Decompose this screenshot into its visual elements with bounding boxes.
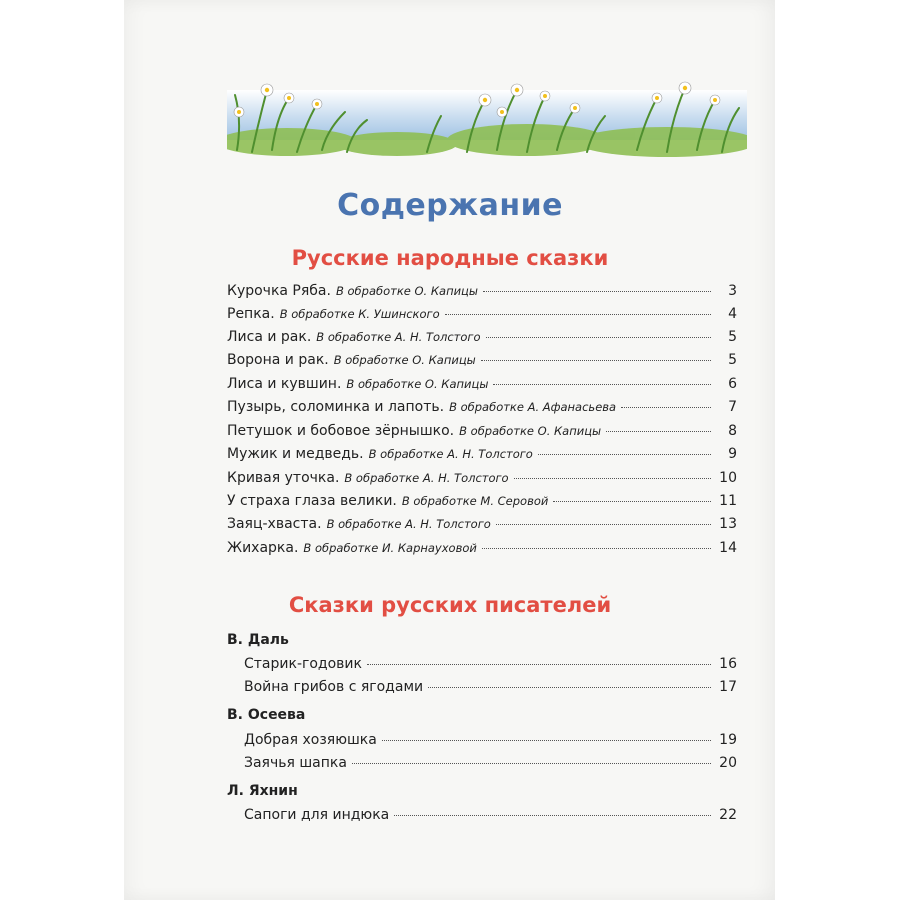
toc-entry[interactable] [244, 732, 737, 754]
entry-title: Петушок и бобовое зёрнышко. [227, 423, 455, 439]
entry-credit: В обработке К. Ушинского [279, 307, 440, 321]
toc-entry[interactable] [227, 423, 737, 445]
toc-entry[interactable] [244, 679, 737, 701]
entry-page-number: 7 [728, 399, 737, 415]
entry-title: У страха глаза велики. [227, 493, 397, 509]
toc-entry[interactable] [227, 493, 737, 515]
entry-credit: В обработке А. Афанасьева [449, 400, 617, 414]
entry-title: Пузырь, соломинка и лапоть. [227, 399, 445, 415]
entry-title: Лиса и рак. [227, 329, 312, 345]
section-title-folk-tales: Русские народные сказки [291, 246, 609, 270]
entry-page-number: 19 [719, 732, 737, 748]
entry-credit: В обработке О. Капицы [459, 424, 602, 438]
dot-leader [486, 335, 712, 338]
entry-page-number: 16 [719, 656, 737, 672]
dot-leader [606, 429, 711, 432]
entry-title: Старик-годовик [244, 656, 362, 672]
dot-leader [481, 358, 711, 361]
toc-entry[interactable] [244, 755, 737, 777]
dot-leader [367, 662, 711, 665]
entry-credit: В обработке О. Капицы [346, 377, 489, 391]
entry-credit: В обработке О. Капицы [335, 284, 478, 298]
toc-entry[interactable] [227, 446, 737, 468]
toc-entry[interactable] [244, 656, 737, 678]
toc-entry[interactable] [227, 516, 737, 538]
entry-title: Мужик и медведь. [227, 446, 364, 462]
toc-entry[interactable] [227, 352, 737, 374]
entry-title: Курочка Ряба. [227, 283, 331, 299]
toc-entry[interactable] [227, 399, 737, 421]
dot-leader [553, 499, 711, 502]
entry-title: Кривая уточка. [227, 470, 340, 486]
dot-leader [538, 452, 711, 455]
dot-leader [428, 685, 711, 688]
dot-leader [352, 761, 711, 764]
toc-entry[interactable] [227, 329, 737, 351]
entry-title: Сапоги для индюка [244, 807, 390, 823]
entry-title: Добрая хозяюшка [244, 732, 377, 748]
toc-entry[interactable] [227, 306, 737, 328]
toc-entry[interactable] [227, 540, 737, 562]
dot-leader [493, 382, 711, 385]
chamomile-meadow-banner [227, 60, 747, 158]
entry-page-number: 9 [728, 446, 737, 462]
entry-page-number: 14 [719, 540, 737, 556]
entry-credit: В обработке И. Карнауховой [303, 541, 477, 555]
dot-leader [514, 476, 711, 479]
entry-page-number: 20 [719, 755, 737, 771]
page-title: Содержание [337, 188, 563, 223]
author-name: В. Осеева [227, 707, 306, 723]
section-title-author-tales: Сказки русских писателей [288, 593, 612, 617]
entry-credit: В обработке А. Н. Толстого [326, 517, 491, 531]
dot-leader [382, 738, 711, 741]
entry-page-number: 13 [719, 516, 737, 532]
entry-credit: В обработке М. Серовой [401, 494, 549, 508]
entry-title: Жихарка. [227, 540, 299, 556]
dot-leader [483, 289, 711, 292]
toc-entry[interactable] [244, 807, 737, 829]
entry-title: Заяц-хваста. [227, 516, 322, 532]
toc-entry[interactable] [227, 470, 737, 492]
entry-page-number: 8 [728, 423, 737, 439]
entry-credit: В обработке А. Н. Толстого [316, 330, 481, 344]
entry-page-number: 11 [719, 493, 737, 509]
entry-title: Заячья шапка [244, 755, 347, 771]
entry-title: Репка. [227, 306, 275, 322]
entry-page-number: 6 [728, 376, 737, 392]
entry-credit: В обработке А. Н. Толстого [368, 447, 533, 461]
dot-leader [445, 312, 711, 315]
dot-leader [621, 405, 711, 408]
entry-page-number: 5 [728, 329, 737, 345]
toc-entry[interactable] [227, 376, 737, 398]
entry-credit: В обработке А. Н. Толстого [344, 471, 509, 485]
entry-title: Лиса и кувшин. [227, 376, 342, 392]
entry-page-number: 17 [719, 679, 737, 695]
entry-credit: В обработке О. Капицы [333, 353, 476, 367]
toc-entry[interactable] [227, 283, 737, 305]
author-name: Л. Яхнин [227, 783, 298, 799]
entry-page-number: 10 [719, 470, 737, 486]
entry-page-number: 4 [728, 306, 737, 322]
dot-leader [482, 546, 711, 549]
entry-page-number: 3 [728, 283, 737, 299]
entry-page-number: 5 [728, 352, 737, 368]
author-name: В. Даль [227, 632, 289, 648]
dot-leader [496, 522, 711, 525]
entry-title: Война грибов с ягодами [244, 679, 424, 695]
entry-page-number: 22 [719, 807, 737, 823]
dot-leader [394, 813, 711, 816]
entry-title: Ворона и рак. [227, 352, 329, 368]
